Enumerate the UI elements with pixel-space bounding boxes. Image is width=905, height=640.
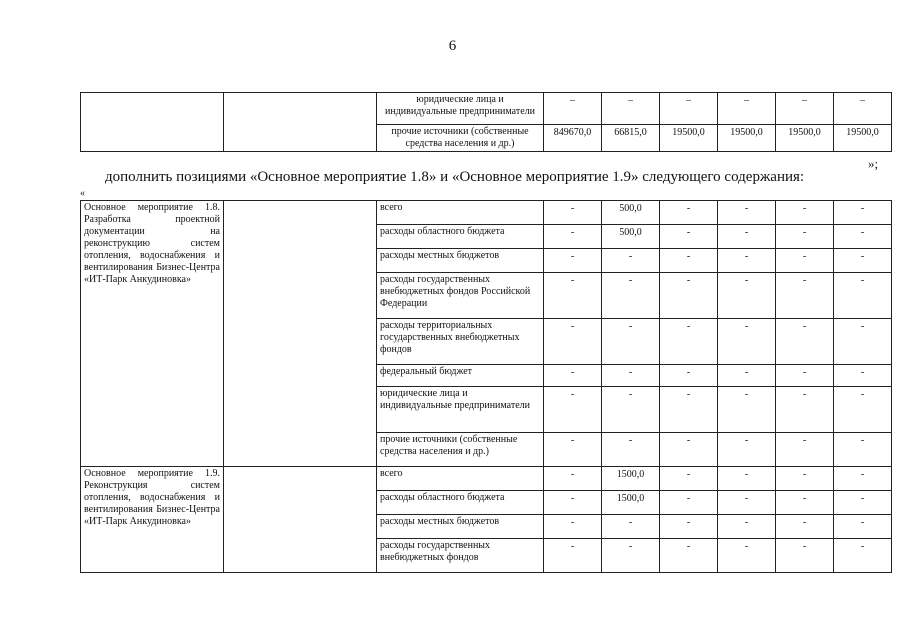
source-cell: расходы местных бюджетов (377, 515, 544, 539)
value-cell: – (660, 93, 718, 125)
value-cell: - (776, 365, 834, 387)
source-cell: прочие источники (собственные средства населения и др.) (377, 433, 544, 467)
value-cell: – (544, 93, 602, 125)
value-cell: 19500,0 (834, 125, 892, 152)
source-cell: прочие источники (собственные средства населения и др.) (377, 125, 544, 152)
value-cell: - (776, 433, 834, 467)
value-cell: - (718, 515, 776, 539)
value-cell: - (718, 225, 776, 249)
value-cell: - (544, 467, 602, 491)
value-cell: - (834, 539, 892, 573)
closing-quote: »; (868, 156, 879, 171)
value-cell: - (660, 467, 718, 491)
value-cell: - (834, 467, 892, 491)
value-cell: - (544, 515, 602, 539)
value-cell: - (718, 365, 776, 387)
value-cell: - (834, 365, 892, 387)
value-cell: - (718, 387, 776, 433)
value-cell: - (776, 319, 834, 365)
value-cell: - (834, 387, 892, 433)
value-cell: - (544, 433, 602, 467)
value-cell: - (834, 515, 892, 539)
value-cell: 500,0 (602, 225, 660, 249)
value-cell: – (602, 93, 660, 125)
value-cell: 19500,0 (718, 125, 776, 152)
value-cell: - (544, 539, 602, 573)
value-cell: - (718, 201, 776, 225)
value-cell: - (544, 365, 602, 387)
value-cell: - (834, 225, 892, 249)
value-cell: - (660, 387, 718, 433)
value-cell: - (834, 201, 892, 225)
value-cell: - (602, 319, 660, 365)
value-cell: - (776, 467, 834, 491)
source-cell: всего (377, 201, 544, 225)
source-cell: юридические лица и индивидуальные предприниматели (377, 387, 544, 433)
value-cell: - (660, 249, 718, 273)
value-cell: – (718, 93, 776, 125)
value-cell: - (602, 515, 660, 539)
activity-description: Основное мероприятие 1.9. Реконструкция систем отопления, водоснабжения и вентилирования Бизнес-Центра «ИТ-Парк Анкудиновка» (81, 467, 224, 573)
value-cell: - (602, 249, 660, 273)
amendment-sentence: дополнить позициями «Основное мероприятие 1.8» и «Основное мероприятие 1.9» следующего содержания: (105, 169, 805, 185)
value-cell: - (660, 319, 718, 365)
activities-table (80, 200, 892, 573)
value-cell: - (776, 387, 834, 433)
value-cell: - (660, 273, 718, 319)
continuation-table (80, 92, 892, 152)
value-cell: - (776, 225, 834, 249)
value-cell: - (544, 491, 602, 515)
table-row (81, 93, 892, 125)
value-cell: - (834, 491, 892, 515)
value-cell: - (660, 225, 718, 249)
value-cell: - (776, 249, 834, 273)
value-cell: 19500,0 (660, 125, 718, 152)
value-cell: – (776, 93, 834, 125)
source-cell: расходы государственных внебюджетных фондов (377, 539, 544, 573)
value-cell: - (544, 249, 602, 273)
value-cell: 500,0 (602, 201, 660, 225)
value-cell: - (544, 225, 602, 249)
source-cell: федеральный бюджет (377, 365, 544, 387)
activity-description: Основное мероприятие 1.8. Разработка проектной документации на реконструкцию систем отопления, водоснабжения и вентилирования Бизнес-Центра «ИТ-Парк Анкудиновка» (81, 201, 224, 467)
source-cell: расходы местных бюджетов (377, 249, 544, 273)
value-cell: - (718, 539, 776, 573)
page-number: 6 (448, 38, 457, 54)
value-cell: – (834, 93, 892, 125)
value-cell: - (660, 433, 718, 467)
value-cell: - (776, 273, 834, 319)
source-cell: расходы государственных внебюджетных фондов Российской Федерации (377, 273, 544, 319)
value-cell: - (660, 515, 718, 539)
value-cell: - (834, 319, 892, 365)
executor-cell (224, 93, 377, 152)
value-cell: - (718, 249, 776, 273)
value-cell: 1500,0 (602, 491, 660, 515)
value-cell: - (544, 201, 602, 225)
value-cell: - (602, 539, 660, 573)
value-cell: - (602, 273, 660, 319)
value-cell: 1500,0 (602, 467, 660, 491)
table-row (81, 467, 892, 491)
value-cell: - (602, 365, 660, 387)
source-cell: юридические лица и индивидуальные предприниматели (377, 93, 544, 125)
source-cell: расходы областного бюджета (377, 491, 544, 515)
source-cell: всего (377, 467, 544, 491)
value-cell: - (718, 491, 776, 515)
value-cell: - (544, 273, 602, 319)
value-cell: - (602, 387, 660, 433)
opening-quote: « (80, 188, 85, 199)
value-cell: - (718, 433, 776, 467)
value-cell: - (718, 467, 776, 491)
value-cell: - (660, 201, 718, 225)
table-row (81, 201, 892, 225)
activity-cell (81, 93, 224, 152)
value-cell: - (544, 387, 602, 433)
value-cell: - (776, 201, 834, 225)
value-cell: 849670,0 (544, 125, 602, 152)
value-cell: - (834, 249, 892, 273)
value-cell: - (544, 319, 602, 365)
value-cell: 19500,0 (776, 125, 834, 152)
value-cell: - (776, 491, 834, 515)
executor-cell (224, 201, 377, 467)
value-cell: - (834, 433, 892, 467)
value-cell: - (834, 273, 892, 319)
value-cell: - (660, 491, 718, 515)
value-cell: - (602, 433, 660, 467)
source-cell: расходы территориальных государственных внебюджетных фондов (377, 319, 544, 365)
source-cell: расходы областного бюджета (377, 225, 544, 249)
executor-cell (224, 467, 377, 573)
value-cell: - (776, 515, 834, 539)
value-cell: - (718, 273, 776, 319)
value-cell: - (718, 319, 776, 365)
value-cell: 66815,0 (602, 125, 660, 152)
value-cell: - (660, 365, 718, 387)
value-cell: - (660, 539, 718, 573)
value-cell: - (776, 539, 834, 573)
